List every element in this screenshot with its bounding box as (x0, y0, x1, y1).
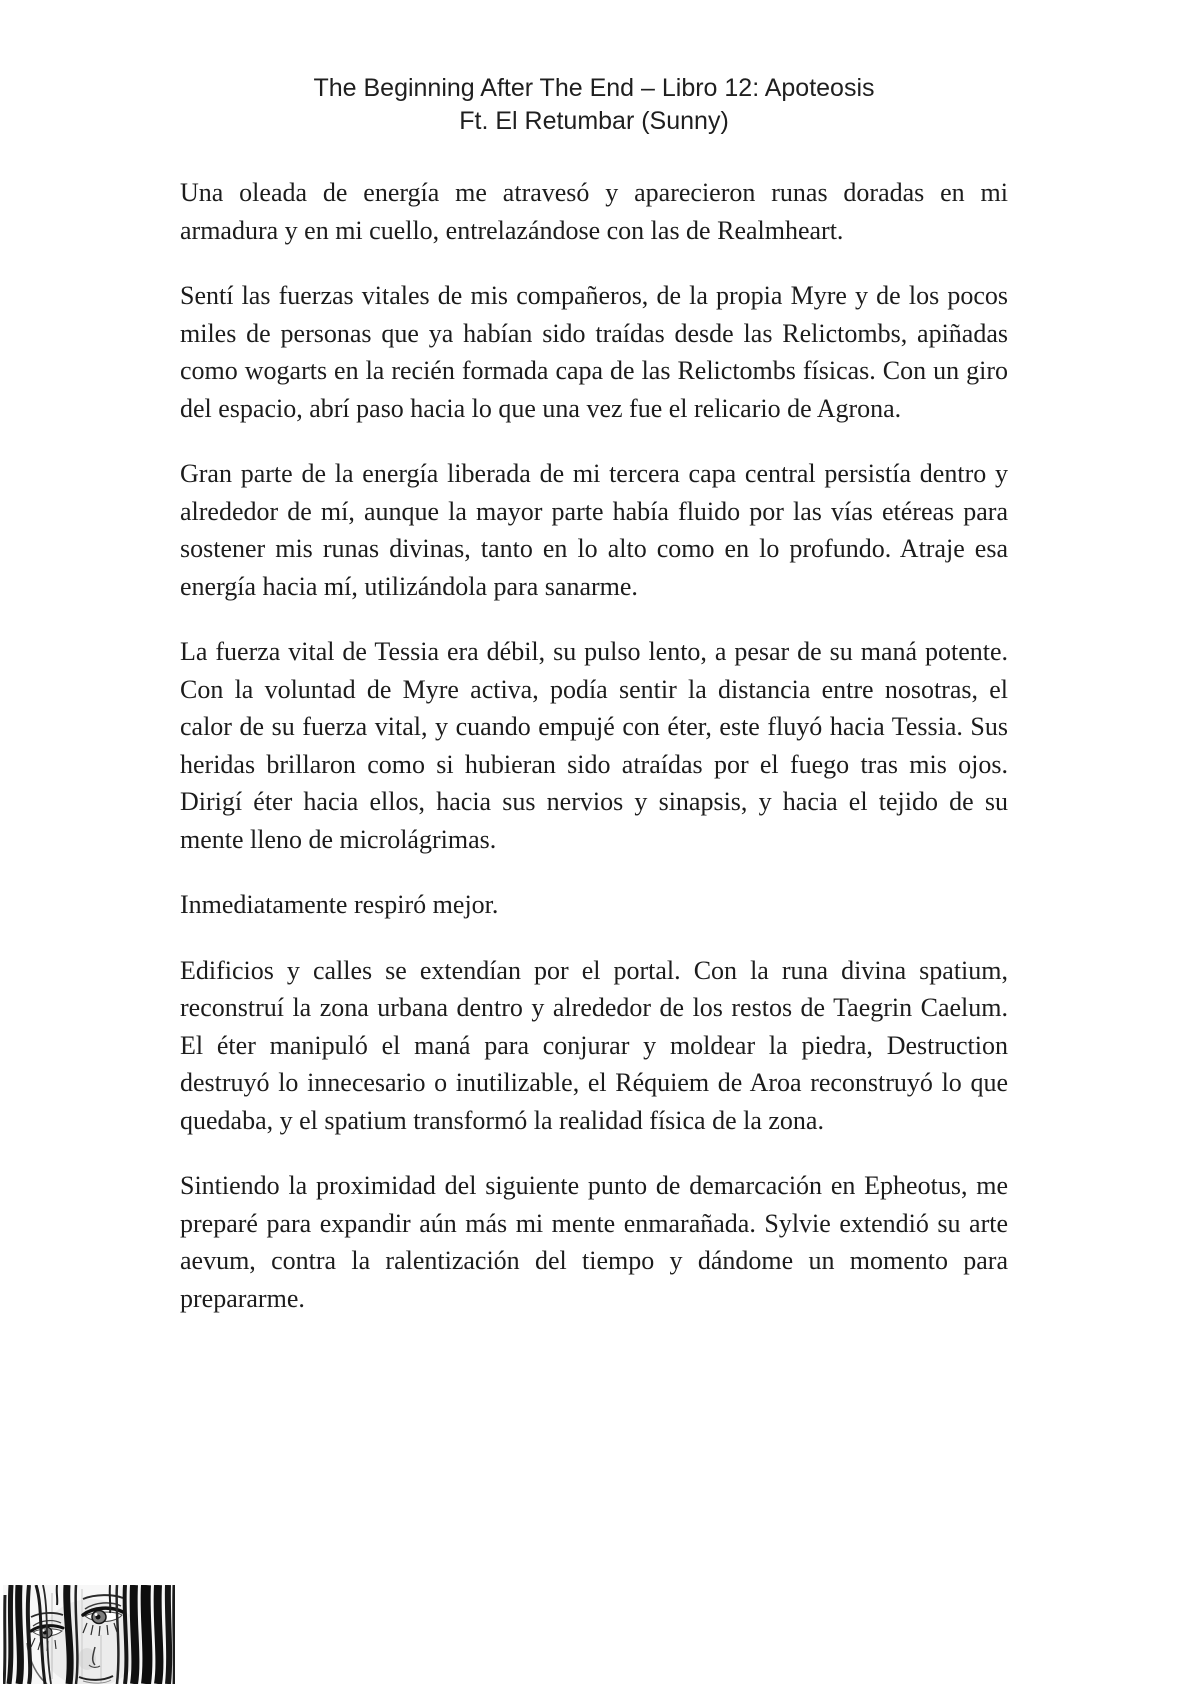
paragraph: Una oleada de energía me atravesó y aparecieron runas doradas en mi armadura y en mi cuello, entrelazándose con las de Realmheart. (180, 178, 1008, 245)
paragraph: Sintiendo la proximidad del siguiente punto de demarcación en Epheotus, me preparé para expandir aún más mi mente enmarañada. Sylvie extendió su arte aevum, contra la ralentización del tiempo y dándome un momento para prepararme. (180, 1171, 1008, 1313)
title-line-2: Ft. El Retumbar (Sunny) (459, 107, 729, 135)
document-title (180, 72, 1008, 138)
text-column (180, 72, 1008, 1345)
paragraph: La fuerza vital de Tessia era débil, su pulso lento, a pesar de su maná potente. Con la voluntad de Myre activa, podía sentir la distancia entre nosotras, el calor de su fuerza vital, y cuando empujé con éter, este fluyó hacia Tessia. Sus heridas brillaron como si hubieran sido atraídas por el fuego tras mis ojos. Dirigí éter hacia ellos, hacia sus nervios y sinapsis, y hacia el tejido de su mente lleno de microlágrimas. (180, 637, 1008, 854)
manga-face-icon (3, 1585, 175, 1684)
paragraph: Edificios y calles se extendían por el portal. Con la runa divina spatium, reconstruí la zona urbana dentro y alrededor de los restos de Taegrin Caelum. El éter manipuló el maná para conjurar y moldear la piedra, Destruction destruyó lo innecesario o inutilizable, el Réquiem de Aroa reconstruyó lo que quedaba, y el spatium transformó la realidad física de la zona. (180, 955, 1008, 1135)
paragraph: Gran parte de la energía liberada de mi tercera capa central persistía dentro y alrededor de mí, aunque la mayor parte había fluido por las vías etéreas para sostener mis runas divinas, tanto en lo alto como en lo profundo. Atraje esa energía hacia mí, utilizándola para sanarme. (180, 459, 1008, 601)
document-body (180, 174, 1008, 1317)
manga-face-image (3, 1585, 175, 1684)
paragraph: Inmediatamente respiró mejor. (180, 890, 499, 919)
paragraph: Sentí las fuerzas vitales de mis compañeros, de la propia Myre y de los pocos miles de personas que ya habían sido traídas desde las Relictombs, apiñadas como wogarts en la recién formada capa de las Relictombs físicas. Con un giro del espacio, abrí paso hacia lo que una vez fue el relicario de Agrona. (180, 281, 1008, 423)
title-line-1: The Beginning After The End – Libro 12: Apoteosis (313, 74, 875, 102)
